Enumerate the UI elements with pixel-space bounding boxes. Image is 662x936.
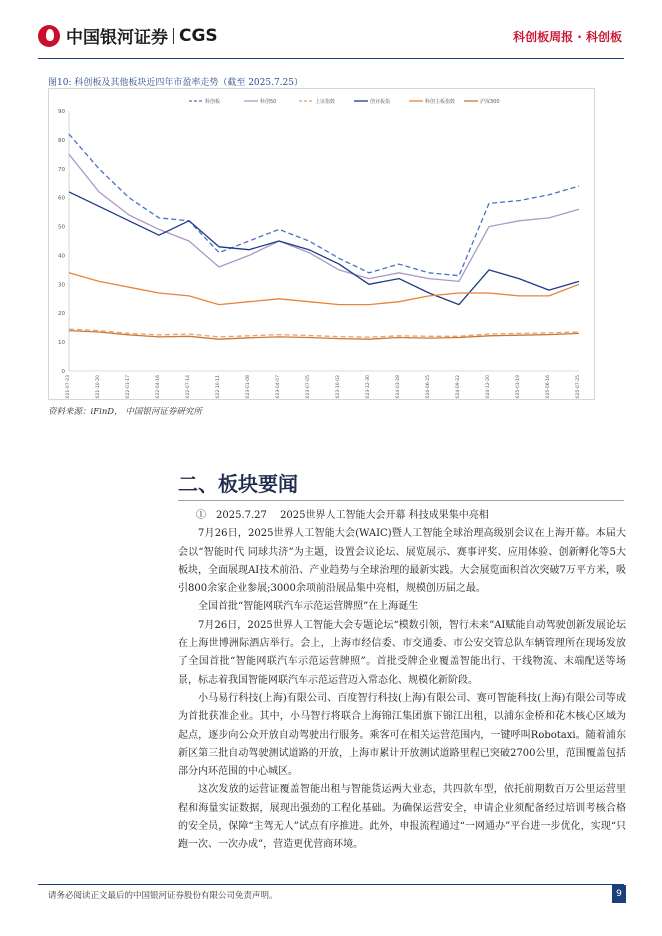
brand-logo (38, 23, 218, 48)
footer-divider (38, 884, 624, 885)
series-line-5 (69, 273, 579, 305)
brand-logo-icon (38, 25, 60, 47)
x-tick-label: 2024-03-28 (396, 375, 401, 399)
y-tick-label: 0 (61, 369, 65, 375)
figure-title: 图10: 科创板及其他板块近四年市盈率走势（截至 2025.7.25） (48, 78, 304, 88)
x-tick-label: 2023-04-07 (276, 375, 281, 399)
x-tick-label: 2023-10-02 (336, 375, 341, 399)
y-tick-label: 50 (58, 224, 65, 231)
legend-label: 科创板 (205, 99, 221, 105)
news-item-2-body-2: 小马易行科技(上海)有限公司、百度智行科技(上海)有限公司、赛可智能科技(上海)有限公司等成为首批获准企业。其中，小马智行将联合上海锦江集团旗下锦江出租，以浦东金桥和花木核心区域为起点，逐步向公众开放自动驾驶出行服务。乘客可在相关运营范围内，一键呼叫Robotaxi。随着浦东新区第三批自动驾驶测试道路的开放，上海市累计开放测试道路里程已突破2700公里，范围覆盖包括部分内环范围的中心城区。 (178, 692, 626, 778)
x-tick-label: 2022-07-14 (186, 375, 191, 399)
x-tick-label: 2023-12-30 (366, 375, 371, 399)
x-tick-label: 2025-06-16 (546, 375, 551, 399)
brand-divider (173, 28, 174, 44)
header-divider (38, 58, 624, 59)
news-item-1-title: ① 2025.7.27 2025世界人工智能大会开幕 科技成果集中亮相 (196, 510, 489, 521)
x-tick-label: 2021-07-23 (66, 375, 71, 399)
news-content (178, 507, 626, 855)
x-tick-label: 2023-07-05 (306, 375, 311, 399)
news-item-1-body: 7月26日，2025世界人工智能大会(WAIC)暨人工智能全球治理高级别会议在上海开幕。本届大会以“智能时代 同球共济”为主题，设置会议论坛、展览展示、赛事评奖、应用体验、创新孵化等5大板块，全面展现AI技术前沿、产业趋势与全球治理的最新实践。大会展览面积首次突破7万平方米，吸引800余家企业参展;3000余项前沿展品集中亮相，规模创历届之最。 (178, 528, 626, 595)
footer-disclaimer: 请务必阅读正文最后的中国银河证券股份有限公司免责声明。 (48, 891, 278, 901)
chart-series (69, 134, 579, 339)
y-tick-label: 70 (58, 166, 65, 173)
x-tick-label: 2024-09-22 (456, 375, 461, 399)
news-item-2-title: 全国首批“智能网联汽车示范运营牌照”在上海诞生 (198, 601, 419, 613)
x-tick-label: 2024-12-20 (486, 375, 491, 399)
y-tick-label: 10 (58, 340, 65, 347)
x-tick-label: 2021-10-20 (96, 375, 101, 399)
page-header (0, 0, 662, 56)
legend-label: 沪深300 (480, 99, 500, 105)
series-line-6 (69, 331, 579, 340)
y-tick-label: 40 (58, 253, 65, 260)
y-tick-label: 90 (58, 109, 65, 115)
x-tick-label: 2022-01-17 (126, 375, 131, 399)
figure-source: 资料来源：iFinD， 中国银河证券研究所 (48, 407, 202, 417)
pe-ratio-chart (48, 88, 595, 400)
series-line-2 (69, 154, 579, 281)
legend-label: 科创50 (260, 99, 277, 105)
report-title: 科创板周报 · 科创板 (513, 30, 622, 44)
legend-label: 科创主板指数 (425, 99, 456, 105)
page-number: 9 (612, 885, 626, 903)
x-tick-label: 2022-04-16 (156, 375, 161, 399)
x-tick-label: 2023-01-08 (246, 375, 251, 399)
y-tick-label: 60 (58, 195, 65, 202)
y-tick-label: 80 (58, 137, 65, 144)
legend-label: 创业板指 (370, 99, 391, 105)
chart-svg (49, 89, 594, 399)
x-tick-label: 2025-07-25 (576, 375, 581, 399)
brand-name-cn: 中国银河证券 (66, 28, 168, 48)
section-title: 二、板块要闻 (178, 472, 298, 496)
section-divider (178, 500, 624, 501)
news-item-2-body-1: 7月26日，2025世界人工智能大会专题论坛“模数引领，智行未来”AI赋能自动驾驶创新发展论坛在上海世博洲际酒店举行。会上，上海市经信委、市交通委、市公安交管总队车辆管理所在现场发放了全国首批“智能网联汽车示范运营牌照”。首批受牌企业覆盖智能出行、干线物流、末端配送等场景，标志着我国智能网联汽车示范运营迈入常态化、规模化新阶段。 (178, 619, 626, 686)
y-tick-label: 30 (58, 282, 65, 289)
chart-x-labels (65, 375, 581, 399)
brand-name-en: CGS (179, 25, 218, 46)
chart-legend (189, 98, 500, 105)
x-tick-label: 2022-10-11 (216, 375, 221, 399)
y-tick-label: 20 (58, 311, 65, 318)
news-item-2-body-3: 这次发放的运营证覆盖智能出租与智能货运两大业态，共四款车型，依托前期数百万公里运营里程和海量实证数据，展现出强劲的工程化基础。为确保运营安全，申请企业须配备经过培训考核合格的安全员，保障“主驾无人”试点有序推进。此外，申报流程通过“一网通办”平台进一步优化，实现“只跑一次、一次办成”，营造更优营商环境。 (178, 784, 626, 851)
legend-label: 上证指数 (315, 99, 336, 105)
series-line-1 (69, 134, 579, 276)
x-tick-label: 2024-06-25 (426, 375, 431, 399)
x-tick-label: 2025-03-19 (516, 375, 521, 399)
